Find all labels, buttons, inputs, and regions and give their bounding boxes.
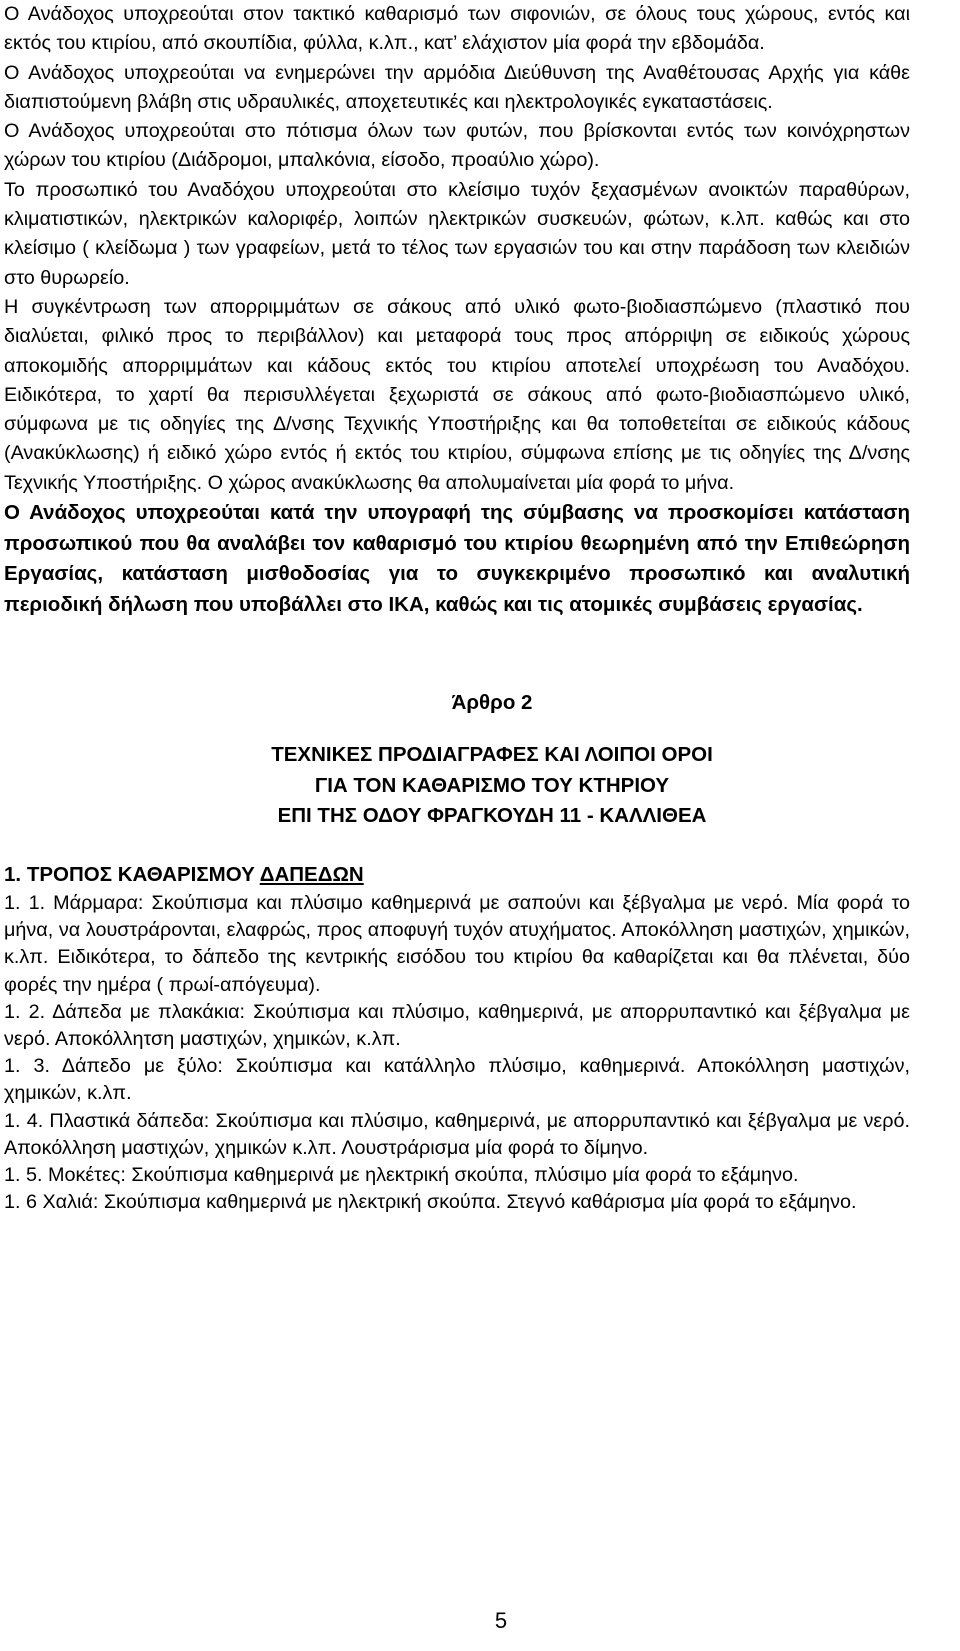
page-number: 5 xyxy=(494,1608,508,1633)
article-title-line: ΓΙΑ ΤΟΝ ΚΑΘΑΡΙΣΜΟ ΤΟΥ ΚΤΗΡΙΟΥ xyxy=(314,773,670,797)
article-spacer xyxy=(4,620,910,688)
article-title-line: ΤΕΧΝΙΚΕΣ ΠΡΟΔΙΑΓΡΑΦΕΣ ΚΑΙ ΛΟΙΠΟΙ ΟΡΟΙ xyxy=(271,743,713,767)
article-heading: Άρθρο 2 xyxy=(451,691,533,715)
paragraph-closing-windows: Το προσωπικό του Αναδόχου υποχρεούται στο κλείσιμο τυχόν ξεχασμένων ανοικτών παραθύρων, κλιματιστικών, ηλεκτρικών καλοριφέρ, λοιπών ηλεκτρικών συσκευών, φώτων, κ.λπ. καθώς και στο κλείσιμο ( κλείδωμα ) των γραφείων, μετά το τέλος των εργασιών του και στην παράδοση των κλειδιών στο θυρωρείο. xyxy=(4,178,910,289)
list-item-plastic: 1. 4. Πλαστικά δάπεδα: Σκούπισμα και πλύσιμο, καθημερινά, με απορρυπαντικό και ξέβγαλμα με νερό. Αποκόλληση μαστιχών, χημικών κ.λπ. Λουστράρισμα μία φορά το δίμηνο. xyxy=(4,1109,910,1159)
paragraph-staff-documents: Ο Ανάδοχος υποχρεούται κατά την υπογραφή της σύμβασης να προσκομίσει κατάσταση προσωπικού που θα αναλάβει τον καθαρισμό του κτιρίου θεωρημένη από την Επιθεώρηση Εργασίας, κατάσταση μισθοδοσίας για το συγκεκριμένο προσωπικό και αναλυτική περιοδική δήλωση που υποβάλλει στο ΙΚΑ, καθώς και τις ατομικές συμβάσεις εργασίας. xyxy=(4,501,910,616)
section-number: 1. xyxy=(4,862,22,886)
list-item-carpet: 1. 5. Μοκέτες: Σκούπισμα καθημερινά με ηλεκτρική σκούπα, πλύσιμο μία φορά το εξάμηνο. xyxy=(4,1163,799,1186)
section-heading-text: ΤΡΟΠΟΣ ΚΑΘΑΡΙΣΜΟΥ xyxy=(26,862,260,886)
article-title xyxy=(4,740,910,832)
list-item-wood: 1. 3. Δάπεδο με ξύλο: Σκούπισμα και κατάλληλο πλύσιμο, καθημερινά. Αποκόλληση μαστιχών, χημικών, κ.λπ. xyxy=(4,1055,910,1105)
paragraph-watering-plants: Ο Ανάδοχος υποχρεούται στο πότισμα όλων των φυτών, που βρίσκονται εντός των κοινόχρηστων χώρων του κτιρίου (Διάδρομοι, μπαλκόνια, είσοδο, προαύλιο χώρο). xyxy=(4,120,910,172)
list-item-tiles: 1. 2. Δάπεδα με πλακάκια: Σκούπισμα και πλύσιμο, καθημερινά, με απορρυπαντικό και ξέβγαλμα με νερό. Αποκόλλητση μαστιχών, χημικών, κ.λπ. xyxy=(4,1000,910,1050)
list-item-marble: 1. 1. Μάρμαρα: Σκούπισμα και πλύσιμο καθημερινά με σαπούνι και ξέβγαλμα με νερό. Μία φορά το μήνα, να λουστράρονται, ελαφρώς, προς αποφυγή τυχόν ατυχήματος. Αποκόλληση μαστιχών, χημικών, κ.λπ. Ειδικότερα, το δάπεδο της κεντρικής εισόδου του κτιρίου θα καθαρίζεται και θα πλένεται, δύο φορές την ημέρα ( πρωί-απόγευμα). xyxy=(4,891,910,996)
document-page xyxy=(4,0,910,1216)
section-heading xyxy=(4,860,910,890)
paragraph-waste-collection: Η συγκέντρωση των απορριμμάτων σε σάκους από υλικό φωτο-βιοδιασπώμενο (πλαστικό που διαλύεται, φιλικό προς το περιβάλλον) και μεταφορά τους προς απόρριψη σε ειδικούς χώρους αποκομιδής απορριμμάτων και κάδους εκτός του κτιρίου αποτελεί υποχρέωση του Αναδόχου. Ειδικότερα, το χαρτί θα περισυλλέγεται ξεχωριστά σε σάκους από φωτο-βιοδιασπώμενο υλικό, σύμφωνα με τις οδηγίες της Δ/νσης Τεχνικής Υποστήριξης και θα τοποθετείται σε ειδικούς κάδους (Ανακύκλωσης) ή ειδικό χώρο εντός ή εκτός του κτιρίου, σύμφωνα επίσης με τις οδηγίες της Δ/νσης Τεχνικής Υποστήριξης. Ο χώρος ανακύκλωσης θα απολυμαίνεται μία φορά το μήνα. xyxy=(4,295,910,494)
section-heading-underlined: ΔΑΠΕΔΩΝ xyxy=(259,862,364,886)
paragraph-drains: Ο Ανάδοχος υποχρεούται στον τακτικό καθαρισμό των σιφονιών, σε όλους τους χώρους, εντός και εκτός του κτιρίου, από σκουπίδια, φύλλα, κ.λπ., κατ’ ελάχιστον μία φορά την εβδομάδα. xyxy=(4,3,910,55)
list-item-rugs: 1. 6 Χαλιά: Σκούπισμα καθημερινά με ηλεκτρική σκούπα. Στεγνό καθάρισμα μία φορά το εξάμηνο. xyxy=(4,1191,857,1214)
article-title-line: ΕΠΙ ΤΗΣ ΟΔΟΥ ΦΡΑΓΚΟΥΔΗ 11 - ΚΑΛΛΙΘΕΑ xyxy=(277,804,707,828)
paragraph-damage-reporting: Ο Ανάδοχος υποχρεούται να ενημερώνει την αρμόδια Διεύθυνση της Αναθέτουσας Αρχής για κάθε διαπιστούμενη βλάβη στις υδραυλικές, αποχετευτικές και ηλεκτρολογικές εγκαταστάσεις. xyxy=(4,61,910,113)
